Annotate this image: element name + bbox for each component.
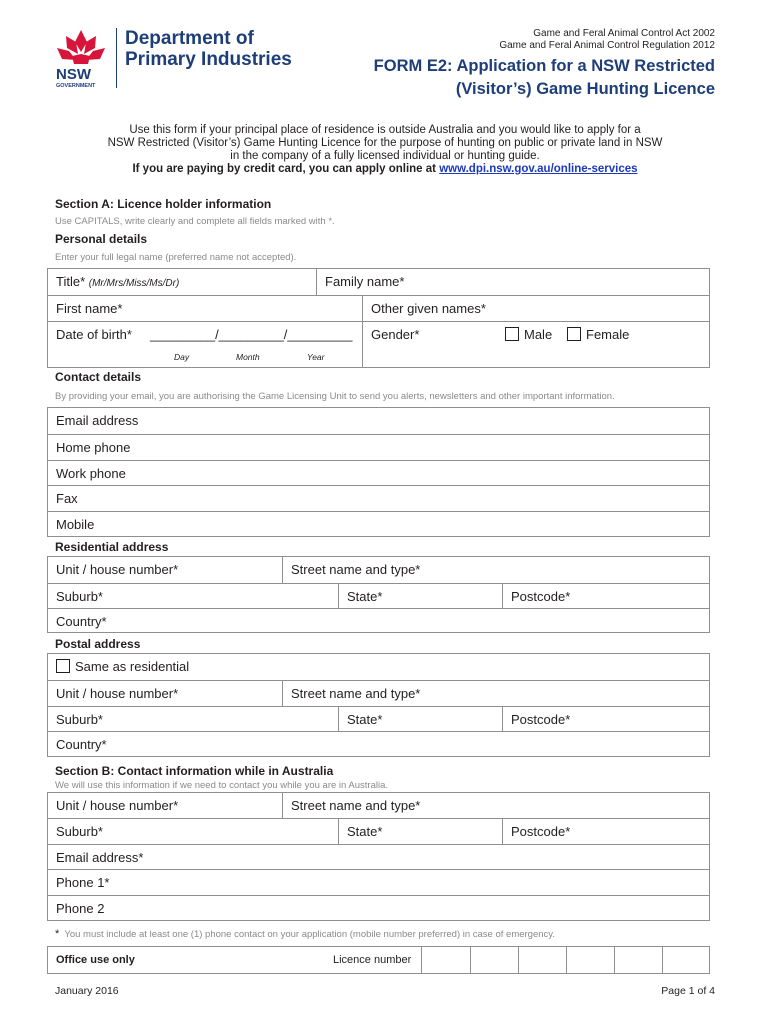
credit-card-note: If you are paying by credit card, you can apply online at www.dpi.nsw.gov.au/online-services [132, 163, 638, 175]
aus-street-field[interactable]: Street name and type* [282, 793, 711, 819]
phone1-field[interactable]: Phone 1* [56, 875, 110, 890]
first-name-row [48, 295, 709, 321]
postal-country-field[interactable]: Country* [56, 737, 107, 752]
contact-table [47, 407, 710, 537]
licence-number-label: Licence number [333, 954, 412, 966]
other-names-field[interactable]: Other given names* [362, 296, 711, 321]
title-field[interactable]: Title* (Mr/Mrs/Miss/Ms/Dr) [56, 274, 180, 289]
personal-details-title: Personal details [55, 232, 148, 246]
personal-details-table [47, 268, 710, 368]
name-row [48, 269, 709, 295]
email-field[interactable]: Email address [56, 413, 139, 428]
postal-state-field[interactable]: State* [338, 707, 502, 732]
section-a-note: Use CAPITALS, write clearly and complete all fields marked with *. [55, 216, 335, 227]
online-services-link[interactable]: www.dpi.nsw.gov.au/online-services [439, 163, 638, 175]
residential-address-title: Residential address [55, 540, 169, 554]
aus-postcode-field[interactable]: Postcode* [502, 819, 711, 844]
same-as-residential-checkbox[interactable] [56, 659, 70, 673]
fax-field[interactable]: Fax [56, 491, 78, 506]
res-unit-field[interactable]: Unit / house number* [56, 562, 179, 577]
same-as-residential-option[interactable]: Same as residential [48, 654, 709, 680]
dob-day-label: Day [174, 352, 190, 362]
footer-date: January 2016 [55, 985, 119, 997]
female-checkbox[interactable] [567, 327, 581, 341]
res-postcode-field[interactable]: Postcode* [502, 584, 711, 609]
female-option[interactable]: Female [567, 327, 629, 342]
dob-year-label: Year [307, 352, 325, 362]
first-name-field[interactable]: First name* [56, 301, 123, 316]
home-phone-field[interactable]: Home phone [56, 440, 131, 455]
department-name: Department of Primary Industries [116, 28, 305, 88]
dob-row [48, 321, 709, 368]
aus-email-field[interactable]: Email address* [56, 850, 144, 865]
mobile-field[interactable]: Mobile [56, 517, 95, 532]
dpi-logo [52, 28, 297, 90]
contact-details-note: By providing your email, you are authorising the Game Licensing Unit to send you alerts, newsletters and other important information. [55, 391, 615, 402]
postal-postcode-field[interactable]: Postcode* [502, 707, 711, 732]
aus-suburb-field[interactable]: Suburb* [56, 824, 103, 839]
res-suburb-field[interactable]: Suburb* [56, 589, 103, 604]
nsw-wordmark: NSW [56, 66, 91, 83]
form-title: FORM E2: Application for a NSW Restricted (Visitor’s) Game Hunting Licence [373, 57, 715, 98]
page-number: Page 1 of 4 [661, 985, 715, 997]
section-a-title: Section A: Licence holder information [55, 197, 272, 211]
res-street-field[interactable]: Street name and type* [282, 557, 711, 583]
postal-address-title: Postal address [55, 637, 141, 651]
office-use-label: Office use only [56, 954, 135, 966]
office-use-box [47, 946, 710, 974]
postal-suburb-field[interactable]: Suburb* [56, 712, 103, 727]
postal-address-table [47, 653, 710, 757]
contact-details-title: Contact details [55, 370, 142, 384]
res-state-field[interactable]: State* [338, 584, 502, 609]
male-checkbox[interactable] [505, 327, 519, 341]
male-option[interactable]: Male [505, 327, 552, 342]
postal-unit-field[interactable]: Unit / house number* [56, 686, 179, 701]
personal-details-note: Enter your full legal name (preferred name not accepted). [55, 252, 297, 263]
section-b-note: We will use this information if we need to contact you while you are in Australia. [55, 780, 389, 791]
dob-lines: _________/_________/_________ [150, 327, 353, 342]
work-phone-field[interactable]: Work phone [56, 466, 126, 481]
phone-footnote: * You must include at least one (1) phone contact on your application (mobile number preferred) in case of emergency. [55, 928, 555, 940]
dob-field[interactable]: Date of birth* _________/_________/_________ Day Month Year [56, 327, 353, 362]
intro-text: Use this form if your principal place of residence is outside Australia and you would like to apply for a NSW Restricted (Visitor’s) Game Hunting Licence for the purpose of hunting on public or private land in NSW in the company of a fully licensed individual or hunting guide. If you are paying by credit card, you can apply online at www.dpi.nsw.gov.au/online-services [60, 124, 710, 176]
aus-unit-field[interactable]: Unit / house number* [56, 798, 179, 813]
postal-street-field[interactable]: Street name and type* [282, 681, 711, 706]
section-b-title: Section B: Contact information while in Australia [55, 764, 334, 778]
gender-field: Gender* Male Female [362, 322, 711, 368]
section-b-table [47, 792, 710, 921]
res-country-field[interactable]: Country* [56, 614, 107, 629]
dob-month-label: Month [236, 352, 260, 362]
legislation: Game and Feral Animal Control Act 2002 Game and Feral Animal Control Regulation 2012 [499, 28, 715, 51]
government-wordmark: GOVERNMENT [56, 83, 96, 89]
family-name-field[interactable]: Family name* [316, 269, 711, 295]
phone2-field[interactable]: Phone 2 [56, 901, 105, 916]
residential-address-table [47, 556, 710, 633]
aus-state-field[interactable]: State* [338, 819, 502, 844]
